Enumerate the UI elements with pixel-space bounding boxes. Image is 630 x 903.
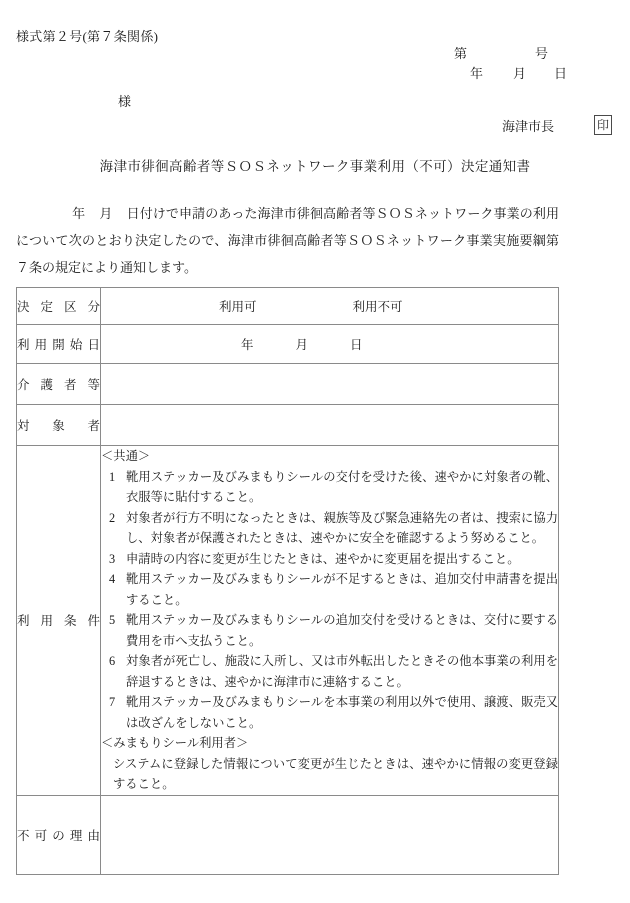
start-date-year: 年 — [241, 338, 254, 352]
condition-number: 2 — [109, 510, 116, 525]
decision-options — [101, 297, 558, 315]
value-start-date — [101, 325, 559, 364]
value-caregiver[interactable] — [101, 364, 559, 405]
issuer-name: 海津市長 — [501, 118, 554, 134]
table-row-usage-conditions — [17, 446, 559, 796]
document-meta-block — [422, 44, 612, 84]
start-date-day: 日 — [350, 338, 363, 352]
document-number-suffix: 号 — [535, 46, 549, 61]
value-target-person[interactable] — [101, 405, 559, 446]
start-date-fields[interactable] — [101, 335, 558, 353]
condition-number: 7 — [109, 695, 116, 709]
list-item — [101, 569, 558, 610]
condition-text: 靴用ステッカー及びみまもりシールの追加交付を受けるときは、交付に要する費用を市へ支払うこと。 — [126, 613, 558, 648]
conditions-sticker-user-heading: ＜みまもりシール利用者＞ — [101, 736, 249, 750]
table-row-decision — [17, 288, 559, 325]
conditions-sticker-user-text: システムに登録した情報について変更が生じたときは、速やかに情報の変更登録すること。 — [113, 756, 558, 791]
document-number-label: 第 — [454, 46, 468, 61]
condition-number: 4 — [109, 572, 116, 586]
condition-number: 6 — [109, 654, 116, 668]
doc-date-month: 月 — [513, 66, 527, 81]
value-usage-conditions — [101, 446, 559, 796]
option-denied[interactable]: 利用不可 — [352, 300, 403, 314]
label-decision-category: 決定区分 — [17, 288, 101, 325]
conditions-common-heading: ＜共通＞ — [101, 449, 151, 463]
document-number-line — [422, 44, 612, 64]
condition-text: 靴用ステッカー及びみまもりシールの交付を受けた後、速やかに対象者の靴、衣服等に貼付すること。 — [126, 469, 558, 504]
issuer-row — [0, 114, 612, 136]
table-row-start-date — [17, 325, 559, 364]
body-date-year: 年 — [72, 206, 86, 221]
body-date-month: 月 — [99, 206, 113, 221]
doc-date-day: 日 — [554, 66, 568, 81]
doc-date-year: 年 — [470, 66, 484, 81]
list-item — [101, 549, 558, 570]
label-start-date: 利用開始日 — [17, 325, 101, 364]
start-date-month: 月 — [295, 338, 309, 352]
list-item — [101, 610, 558, 651]
condition-text: 対象者が行方不明になったときは、親族等及び緊急連絡先の者は、捜索に協力し、対象者が保護されたときは、速やかに安全を確認するよう努めること。 — [126, 510, 558, 545]
condition-number: 1 — [109, 469, 116, 484]
value-decision-category — [101, 288, 559, 325]
page-title: 海津市徘徊高齢者等ＳＯＳネットワーク事業利用（不可）決定通知書 — [99, 159, 531, 174]
label-target-person: 対象者 — [17, 405, 101, 446]
list-item — [101, 651, 558, 692]
condition-text: 靴用ステッカー及びみまもりシールを本事業の利用以外で使用、譲渡、販売又は改ざんをしないこと。 — [126, 695, 558, 730]
list-item — [101, 692, 558, 733]
condition-text: 対象者が死亡し、施設に入所し、又は市外転出したときその他本事業の利用を辞退するときは、速やかに海津市に連絡すること。 — [126, 654, 558, 689]
seal-stamp-icon: 印 — [594, 115, 612, 135]
table-row-caregiver — [17, 364, 559, 405]
list-item — [101, 508, 558, 549]
conditions-list — [101, 467, 558, 734]
option-approved[interactable]: 利用可 — [219, 300, 257, 314]
body-paragraph-text: 日付けで申請のあった海津市徘徊高齢者等ＳＯＳネットワーク事業の利用について次のとおり決定したので、海津市徘徊高齢者等ＳＯＳネットワーク事業実施要綱第７条の規定により通知します。 — [16, 206, 559, 275]
table-row-denial-reason — [17, 795, 559, 874]
condition-number: 3 — [109, 551, 116, 566]
addressee-honorific: 様 — [118, 94, 132, 109]
body-paragraph — [16, 200, 559, 281]
condition-text: 申請時の内容に変更が生じたときは、速やかに変更届を提出すること。 — [126, 551, 520, 566]
list-item — [101, 467, 558, 508]
label-denial-reason: 不可の理由 — [17, 795, 101, 874]
document-date-line — [422, 64, 612, 84]
label-usage-conditions: 利用条件 — [17, 446, 101, 796]
condition-number: 5 — [109, 613, 116, 627]
table-row-target-person — [17, 405, 559, 446]
condition-text: 靴用ステッカー及びみまもりシールが不足するときは、追加交付申請書を提出すること。 — [126, 572, 558, 607]
decision-table — [16, 287, 559, 875]
form-number: 様式第２号(第７条関係) — [16, 29, 159, 44]
value-denial-reason[interactable] — [101, 795, 559, 874]
label-caregiver: 介護者等 — [17, 364, 101, 405]
